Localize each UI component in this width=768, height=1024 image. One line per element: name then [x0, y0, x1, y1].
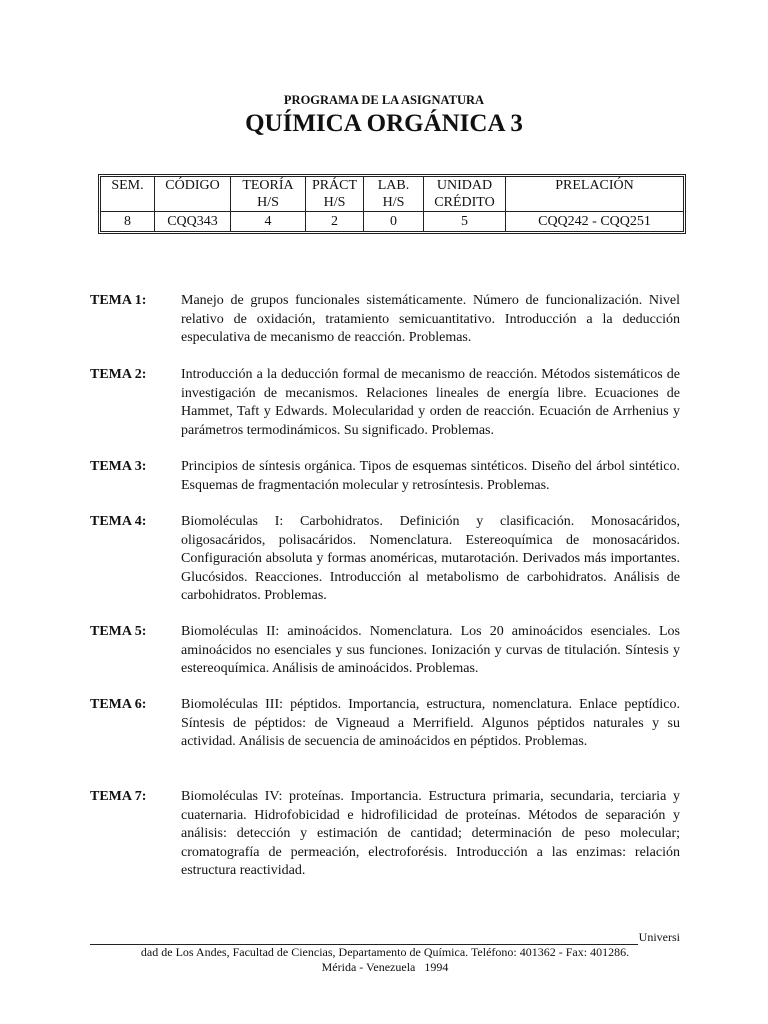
table-header-row: [101, 177, 683, 212]
cell-lab: 0: [364, 212, 424, 231]
tema-label: TEMA 6:: [90, 697, 147, 712]
footer-line-3: Mérida - Venezuela 1994: [321, 960, 449, 974]
tema-text: Principios de síntesis orgánica. Tipos de esquemas sintéticos. Diseño del árbol sintético. Esquemas de fragmentación molecular y retrosíntesis. Problemas.: [181, 459, 680, 493]
course-info-table: [98, 174, 686, 234]
tema-text: Biomoléculas I: Carbohidratos. Definición y clasificación. Monosacáridos, oligosacáridos, polisacáridos. Nomenclatura. Estereoquímica de monosacáridos. Configuración absoluta y formas anoméricas, mutarotación. Derivados más importantes. Glucósidos. Reacciones. Introducción al metabolismo de carbohidratos. Análisis de carbohidratos. Problemas.: [181, 514, 680, 604]
tema-text: Biomoléculas IV: proteínas. Importancia. Estructura primaria, secundaria, terciaria y cuaternaria. Hidrofobicidad e hidrofilicidad de proteínas. Métodos de separación y análisis: detección y estimación de cantidad; determinación de peso molecular; cromatografía de permeación, electroforésis. Introducción a las enzimas: relación estructura reactividad.: [181, 789, 680, 879]
header-practica: PRÁCT H/S: [306, 177, 364, 212]
header-unidad-credito: UNIDAD CRÉDITO: [424, 177, 506, 212]
tema-text: Biomoléculas III: péptidos. Importancia, estructura, nomenclatura. Enlace peptídico. Síntesis de péptidos: de Vigneaud a Merrifield. Algunos péptidos naturales y su actividad. Análisis de secuencia de aminoácidos en péptidos. Problemas.: [181, 697, 680, 750]
cell-prelacion: CQQ242 - CQQ251: [538, 214, 651, 229]
page-footer: [90, 930, 680, 975]
page-title: QUÍMICA ORGÁNICA 3: [245, 110, 523, 137]
tema-label: TEMA 1:: [90, 293, 147, 308]
cell-unidad-credito: 5: [424, 212, 506, 231]
tema-text: Introducción a la deducción formal de mecanismo de reacción. Métodos sistemáticos de investigación de mecanismos. Relaciones lineales de energía libre. Ecuaciones de Hammet, Taft y Edwards. Molecularidad y orden de reacción. Ecuación de Arrhenius y parámetros termodinámicos. Su significado. Problemas.: [181, 367, 680, 438]
table-row: [101, 212, 683, 231]
header-teoria: TEORÍA H/S: [231, 177, 306, 212]
header-prelacion: PRELACIÓN: [506, 177, 683, 212]
program-label: PROGRAMA DE LA ASIGNATURA: [283, 93, 485, 107]
cell-practica: 2: [306, 212, 364, 231]
footer-line-1: Universi: [638, 930, 680, 944]
tema-text: Manejo de grupos funcionales sistemáticamente. Número de funcionalización. Nivel relativo de oxidación, tratamiento semicuantitativo. Introducción a la deducción especulativa de mecanismo de reacción. Problemas.: [181, 293, 680, 346]
tema-label: TEMA 7:: [90, 789, 147, 804]
cell-sem: 8: [101, 212, 155, 231]
footer-divider: [90, 932, 638, 945]
cell-codigo: CQQ343: [155, 212, 231, 231]
header-codigo: CÓDIGO: [155, 177, 231, 212]
tema-text: Biomoléculas II: aminoácidos. Nomenclatura. Los 20 aminoácidos esenciales. Los aminoácidos no esenciales y sus funciones. Ionización y curvas de titulación. Síntesis y estereoquímica. Análisis de aminoácidos. Problemas.: [181, 624, 680, 677]
tema-label: TEMA 2:: [90, 367, 147, 382]
tema-label: TEMA 4:: [90, 514, 147, 529]
tema-label: TEMA 3:: [90, 459, 147, 474]
footer-line-2: dad de Los Andes, Facultad de Ciencias, Departamento de Química. Teléfono: 401362 - Fax: 401286.: [140, 945, 630, 959]
header-sem: SEM.: [101, 177, 155, 212]
header-lab: LAB. H/S: [364, 177, 424, 212]
tema-label: TEMA 5:: [90, 624, 147, 639]
cell-teoria: 4: [231, 212, 306, 231]
